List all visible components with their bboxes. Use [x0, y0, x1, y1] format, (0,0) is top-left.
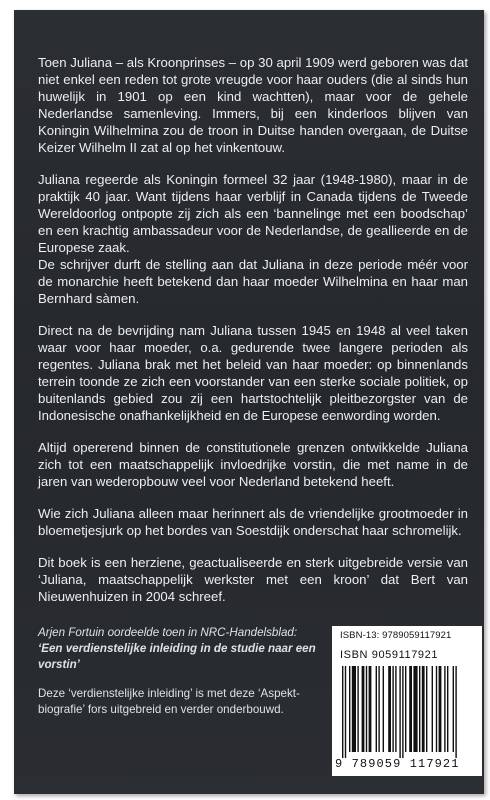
book-back-cover — [14, 10, 484, 794]
barcode-digits: 9 789059 117921 — [335, 757, 460, 771]
paragraph-grandmother: Wie zich Juliana alleen maar herinnert als de vriendelijke grootmoeder in bloemetjesjurk op het bordes van Soestdijk onderschat haar schromelijk. — [38, 506, 468, 538]
review-attribution: Arjen Fortuin oordeelde toen in NRC-Handelsblad: — [38, 626, 298, 639]
isbn-10-label: ISBN 9059117921 — [340, 649, 439, 661]
blurb-text — [38, 54, 468, 620]
barcode-icon — [340, 666, 476, 758]
barcode-panel — [332, 626, 482, 776]
isbn-13-label: ISBN-13: 9789059117921 — [340, 630, 452, 641]
paragraph-revision: Dit boek is een herziene, geactualiseerde en sterk uitgebreide versie van ‘Juliana, maatschappelijk werkster met een kroon’ dat Bert van Nieuwenhuizen in 2004 schreef. — [38, 555, 468, 604]
paragraph-liberation: Direct na de bevrijding nam Juliana tussen 1945 en 1948 al veel taken waar voor haar moeder, o.a. gedurende twee langere perioden als regentes. Juliana brak met het beleid van haar moeder: op binnenlands terrein toonde ze zich een voorstander van een sterke sociale politiek, op buitenlands gebied zou zij een hartstochtelijk pleitbezorgster van de Indonesische onafhankelijkheid en de Europese eenwording worden. — [38, 323, 468, 423]
edition-note: Deze ‘verdienstelijke inleiding’ is met deze ‘Aspekt-biografie’ fors uitgebreid en verder onderbouwd. — [38, 687, 300, 716]
paragraph-constitutional: Altijd opererend binnen de constitutionele grenzen ontwikkelde Juliana zich tot een maatschappelijk invloedrijke vorstin, die met name in de jaren van wederopbouw veel voor Nederland betekend heeft. — [38, 440, 468, 489]
review-quote — [38, 625, 318, 718]
review-text: ‘Een verdienstelijke inleiding in de studie naar een vorstin’ — [38, 642, 316, 671]
paragraph-reign: Juliana regeerde als Koningin formeel 32 jaar (1948-1980), maar in de praktijk 40 jaar. Want tijdens haar verblijf in Canada tijdens de Tweede Wereldoorlog ontpopte zij zich als een ‘bannelinge met een boodschap’ en een krachtig ambassadeur voor de Nederlandse, de geallieerde en de Europese zaak. — [38, 172, 468, 255]
paragraph-thesis: De schrijver durft de stelling aan dat Juliana in deze periode méér voor de monarchie heeft betekend dan haar moeder Wilhelmina en haar man Bernhard sàmen. — [38, 257, 468, 306]
paragraph-birth: Toen Juliana – als Kroonprinses – op 30 april 1909 werd geboren was dat niet enkel een reden tot grote vreugde voor haar ouders (die al sinds hun huwelijk in 1901 op een kind wachtten), maar voor de gehele Nederlandse samenleving. Immers, bij een kinderloos blijven van Koningin Wilhelmina zou de troon in Duitse handen overgaan, de Duitse Keizer Wilhelm II zat al op het vinkentouw. — [38, 55, 468, 155]
